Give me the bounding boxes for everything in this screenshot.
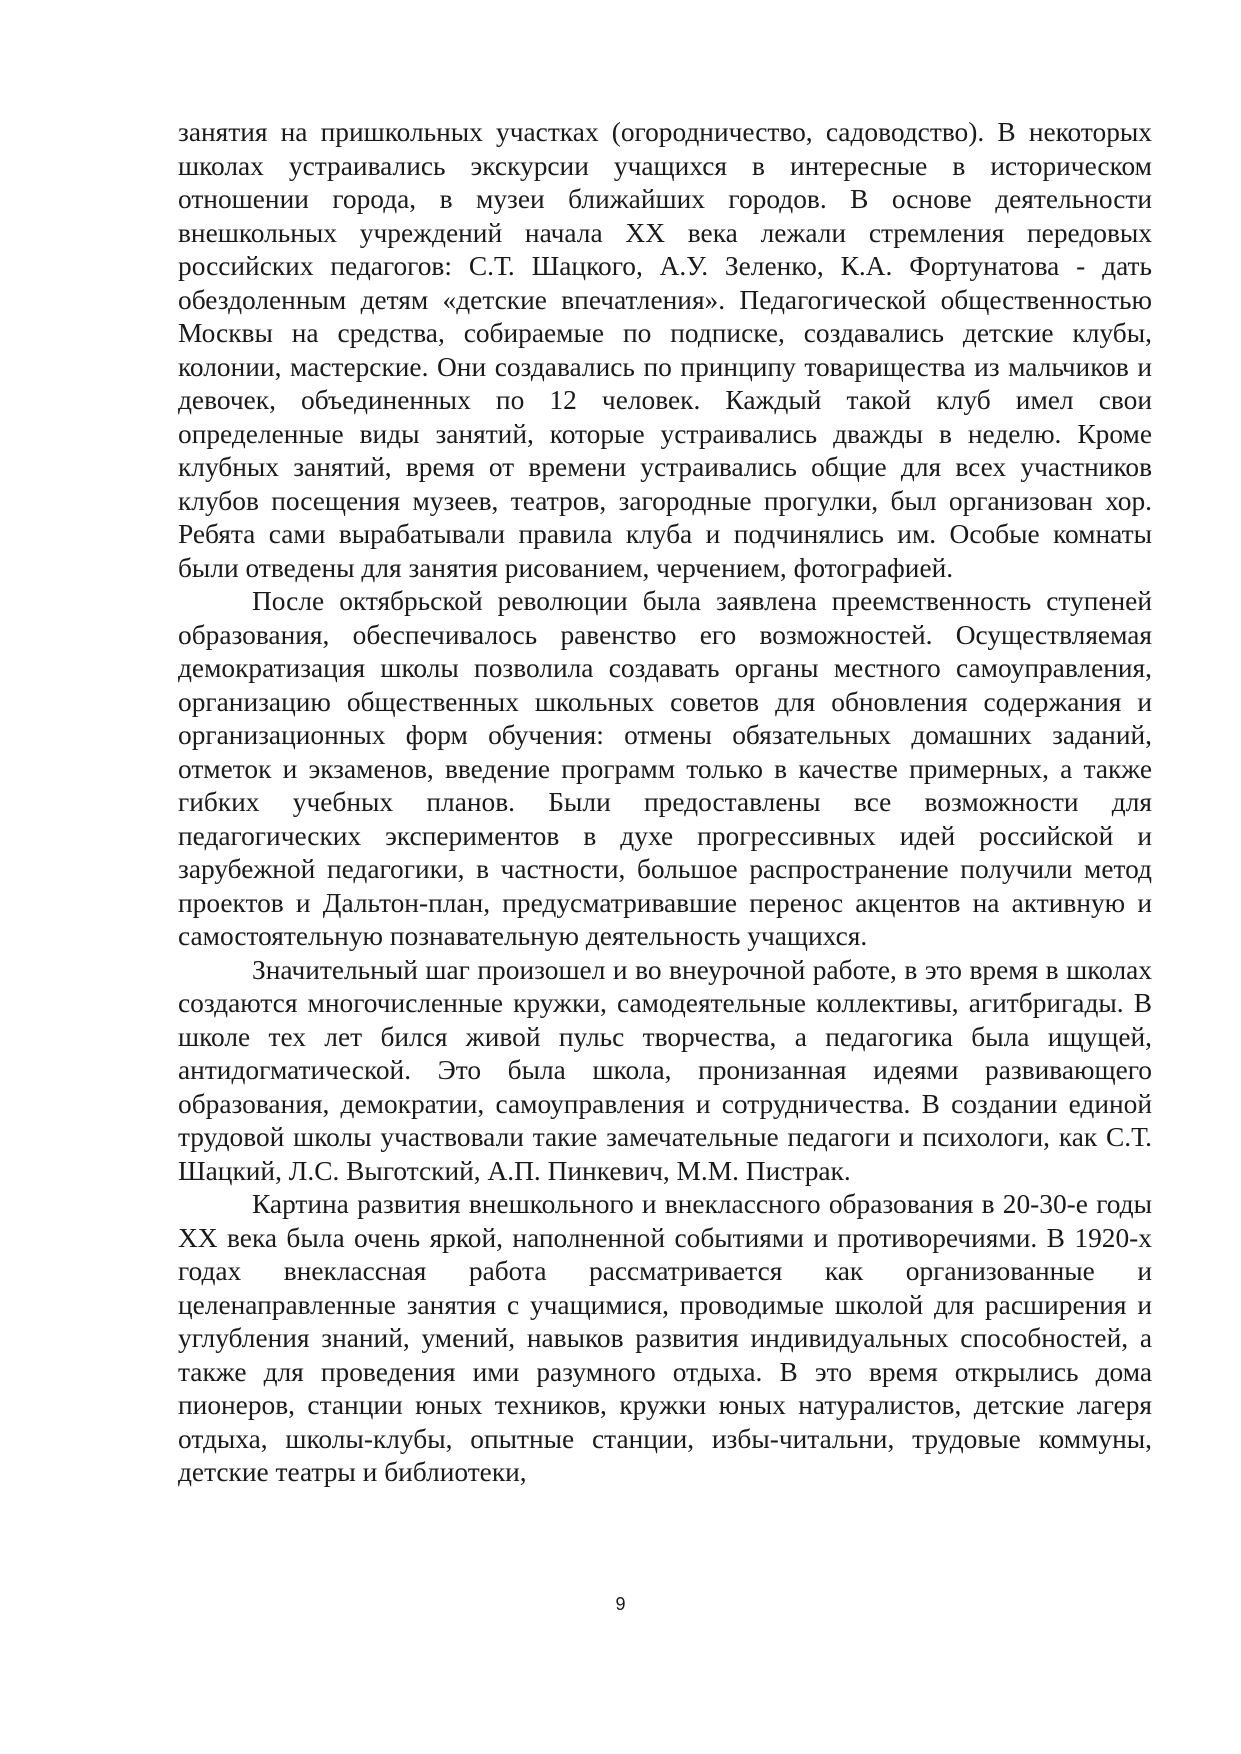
- page-number: 9: [615, 1594, 626, 1614]
- paragraph-3: Значительный шаг произошел и во внеурочной работе, в это время в школах создаются многочисленные кружки, самодеятельные коллективы, агитбригады. В школе тех лет бился живой пульс творчества, а педагогика была ищущей, антидогматической. Это была школа, пронизанная идеями развивающего образования, демократии, самоуправления и сотрудничества. В создании единой трудовой школы участвовали такие замечательные педагоги и психологи, как С.Т. Шацкий, Л.С. Выготский, А.П. Пинкевич, М.М. Пистрак.: [178, 954, 1152, 1186]
- paragraph-1: занятия на пришкольных участках (огородничество, садоводство). В некоторых школах устраивались экскурсии учащихся в интересные в историческом отношении города, в музеи ближайших городов. В основе деятельности внешкольных учреждений начала XX века лежали стремления передовых российских педагогов: С.Т. Шацкого, А.У. Зеленко, К.А. Фортунатова - дать обездоленным детям «детские впечатления». Педагогической общественностью Москвы на средства, собираемые по подписке, создавались детские клубы, колонии, мастерские. Они создавались по принципу товарищества из мальчиков и девочек, объединенных по 12 человек. Каждый такой клуб имел свои определенные виды занятий, которые устраивались дважды в неделю. Кроме клубных занятий, время от времени устраивались общие для всех участников клубов посещения музеев, театров, загородные прогулки, был организован хор. Ребята сами вырабатывали правила клуба и подчинялись им. Особые комнаты были отведены для занятия рисованием, черчением, фотографией.: [178, 117, 1152, 583]
- paragraph-4: Картина развития внешкольного и внеклассного образования в 20-30-е годы XX века была очень яркой, наполненной событиями и противоречиями. В 1920-х годах внеклассная работа рассматривается как организованные и целенаправленные занятия с учащимися, проводимые школой для расширения и углубления знаний, умений, навыков развития индивидуальных способностей, а также для проведения ими разумного отдыха. В это время открылись дома пионеров, станции юных техников, кружки юных натуралистов, детские лагеря отдыха, школы-клубы, опытные станции, избы-читальни, трудовые коммуны, детские театры и библиотеки,: [178, 1189, 1152, 1487]
- body-text: [178, 116, 1152, 1490]
- paragraph-2: После октябрьской революции была заявлена преемственность ступеней образования, обеспечивалось равенство его возможностей. Осуществляемая демократизация школы позволила создавать органы местного самоуправления, организацию общественных школьных советов для обновления содержания и организационных форм обучения: отмены обязательных домашних заданий, отметок и экзаменов, введение программ только в качестве примерных, а также гибких учебных планов. Были предоставлены все возможности для педагогических экспериментов в духе прогрессивных идей российской и зарубежной педагогики, в частности, большое распространение получили метод проектов и Дальтон-план, предусматривавшие перенос акцентов на активную и самостоятельную познавательную деятельность учащихся.: [178, 586, 1152, 951]
